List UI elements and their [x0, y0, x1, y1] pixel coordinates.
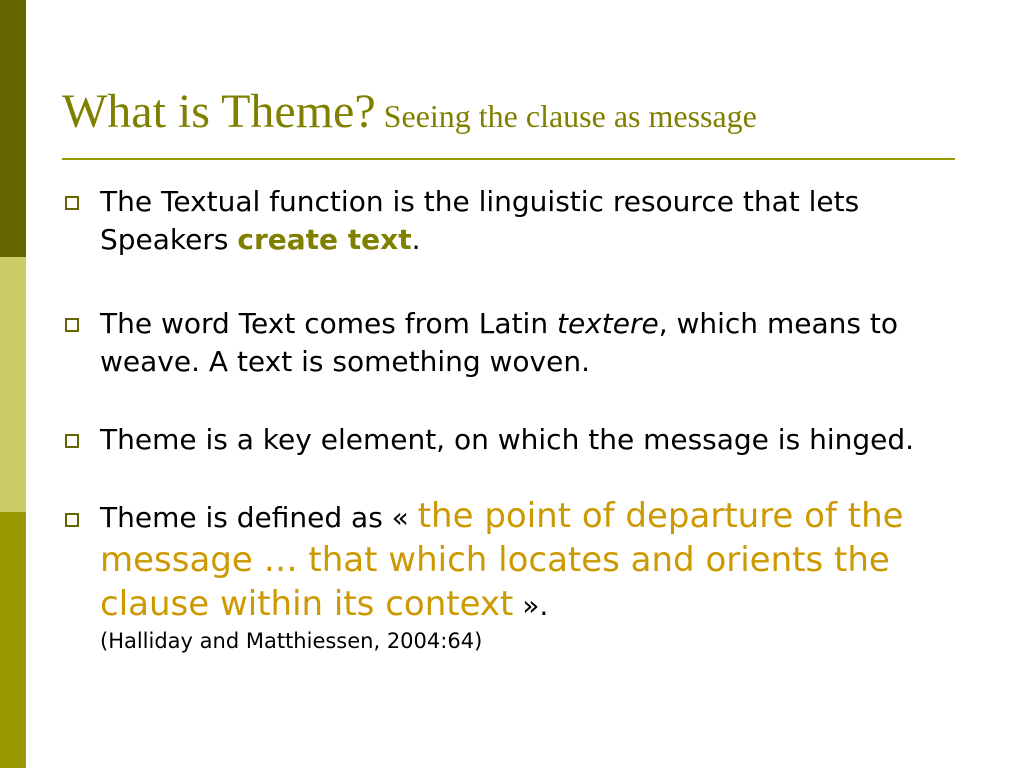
bullet-text-end: , which means to weave. A text is something woven. — [100, 307, 898, 378]
bullet-item-textual-function — [62, 183, 982, 259]
bullet-item-theme-definition — [62, 495, 982, 655]
bullet-text: Theme is a key element, on which the message is hinged. — [100, 423, 915, 456]
bullet-text-end: ». — [513, 589, 549, 622]
square-bullet-icon — [65, 318, 79, 332]
definition-quote: the point of departure of the message … that which locates and orients the clause within its context — [100, 496, 904, 624]
slide-title-main: What is Theme? — [62, 85, 376, 138]
bullet-text: The word Text comes from Latin — [100, 307, 557, 340]
slide-title — [62, 85, 757, 138]
emphasis-create-text: create text — [237, 223, 412, 256]
slide-title-subtitle: Seeing the clause as message — [383, 98, 757, 134]
bullet-text-end: . — [411, 223, 421, 256]
side-bar-bottom — [0, 512, 26, 768]
square-bullet-icon — [65, 434, 79, 448]
bullet-list — [62, 183, 982, 655]
bullet-text: Theme is defined as « — [100, 501, 418, 534]
latin-word-textere: textere — [556, 307, 659, 340]
bullet-item-word-text — [62, 305, 982, 381]
square-bullet-icon — [65, 513, 79, 527]
bullet-item-key-element — [62, 421, 982, 459]
bullet-text: The Textual function is the linguistic resource that lets Speakers — [100, 185, 860, 256]
side-bar-middle — [0, 257, 26, 512]
side-bar-top — [0, 0, 26, 257]
citation: (Halliday and Matthiessen, 2004:64) — [100, 629, 483, 653]
title-underline — [62, 158, 955, 160]
square-bullet-icon — [65, 196, 79, 210]
